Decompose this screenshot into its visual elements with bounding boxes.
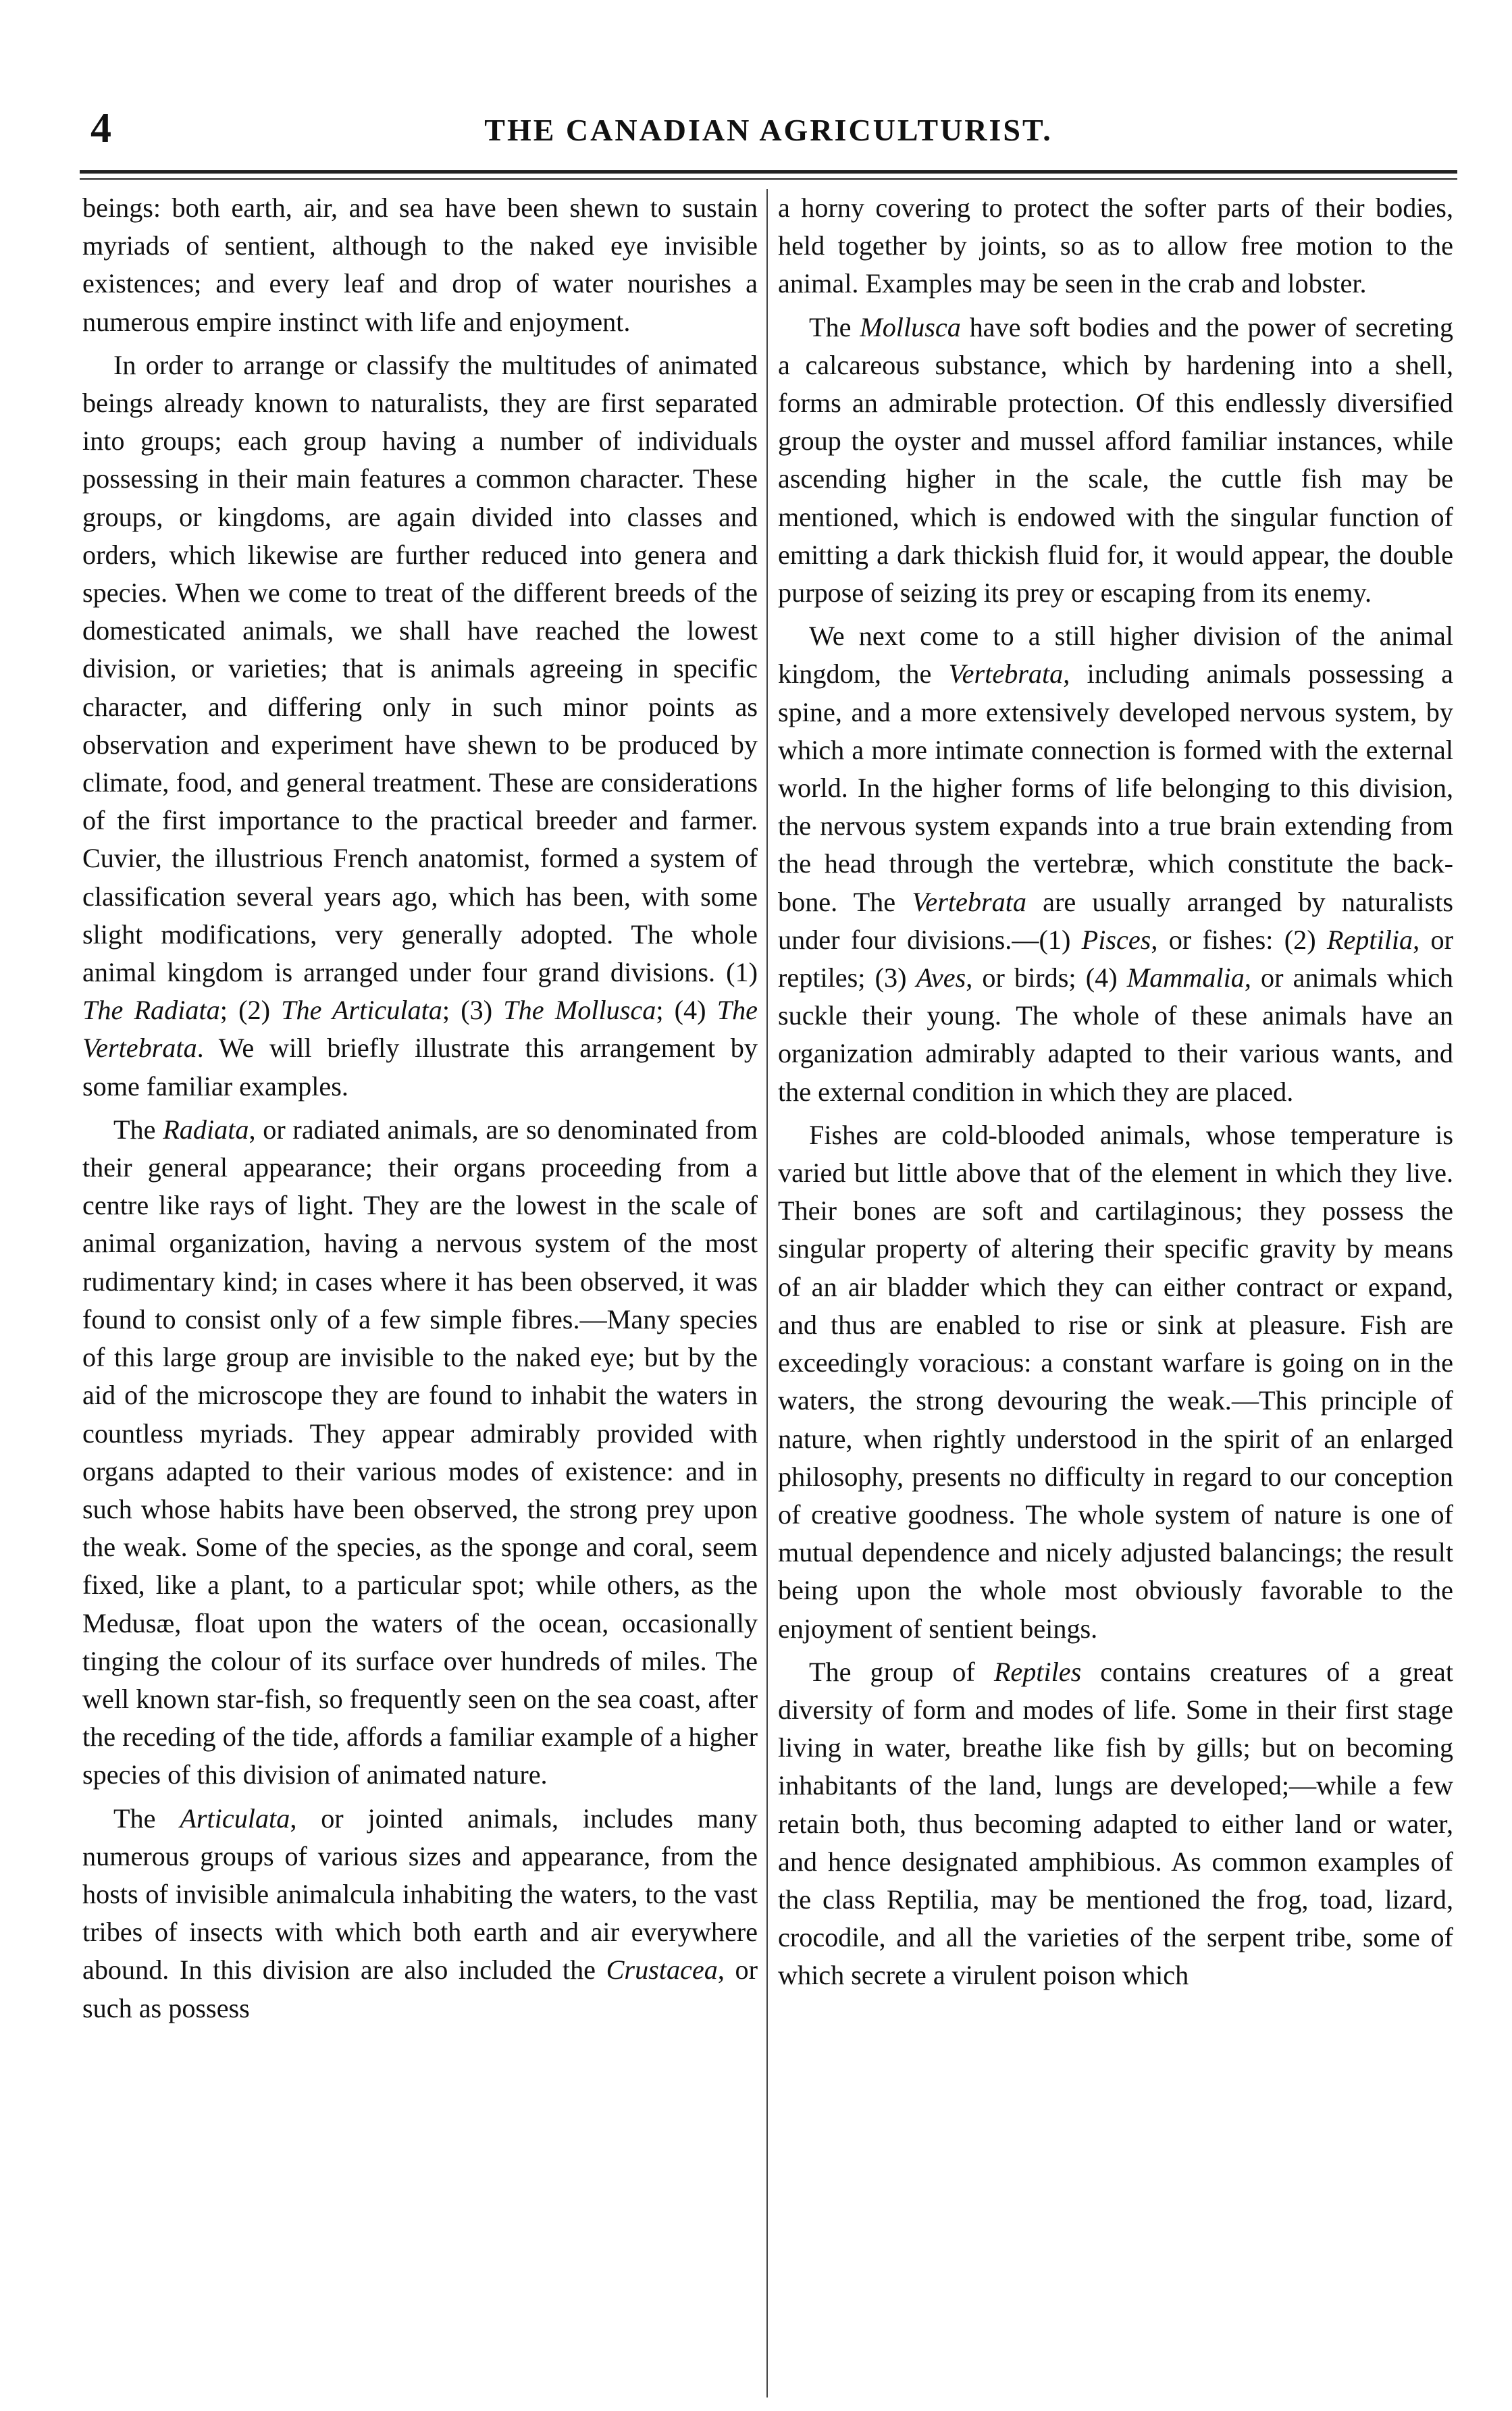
paragraph-beings	[82, 189, 758, 341]
paragraph-reptiles	[778, 1653, 1453, 1995]
left-column	[82, 189, 758, 2397]
paragraph-text: a horny covering to protect the softer parts of their bodies, held together by joints, so as to allow free motion to the animal. Examples may be seen in the crab and lobster.	[778, 192, 1453, 299]
paragraph-mollusca	[778, 309, 1453, 613]
italic-term: The Articulata	[281, 995, 442, 1026]
running-title: THE CANADIAN AGRICULTURIST.	[484, 113, 1053, 147]
paragraph-radiata	[82, 1111, 758, 1794]
page-header	[80, 101, 1457, 155]
paragraph-text: , or birds; (4)	[966, 962, 1127, 993]
paragraph-text: are usually arranged by naturalists under four divisions.—(1)	[778, 886, 1453, 955]
italic-term: Vertebrata	[948, 658, 1064, 690]
italic-term: The Radiata	[82, 995, 220, 1026]
paragraph-classification	[82, 346, 758, 1106]
italic-term: Radiata	[163, 1114, 249, 1145]
paragraph-text: . We will briefly illustrate this arrangement by some familiar examples.	[82, 1033, 758, 1101]
paragraph-text: The group of	[809, 1656, 994, 1687]
paragraph-text: , or such as possess	[82, 1954, 758, 2023]
paragraph-text: beings: both earth, air, and sea have been shewn to sustain myriads of sentient, although to the naked eye invisible existences; and every leaf and drop of water nourishes a numerous empire instinct with life and enjoyment.	[82, 192, 758, 337]
right-column	[778, 189, 1453, 2397]
paragraph-text: , including animals possessing a spine, and a more extensively developed nervous system, by which a more intimate connection is formed with the external world. In the higher forms of life belonging to this division, the nervous system expands into a true brain extending from the head through the vertebræ, which constitute the back-bone. The	[778, 658, 1453, 917]
paragraph-crustacea	[778, 189, 1453, 303]
italic-term: The Mollusca	[503, 995, 656, 1026]
italic-term: Pisces	[1081, 924, 1151, 955]
page-number: 4	[90, 105, 111, 151]
italic-term: Crustacea	[606, 1954, 718, 1986]
paragraph-text: We next come to a still higher division of the animal kingdom, the	[778, 621, 1453, 690]
paragraph-text: contains creatures of a great diversity of form and modes of life. Some in their first stage living in water, breathe like fish by gills; but on becoming inhabitants of the land, lungs are developed;—while a few retain both, thus becoming adapted to either land or water, and hence designated amphibious. As common examples of the class Reptilia, may be mentioned the frog, toad, lizard, crocodile, and all the varieties of the serpent tribe, some of which secrete a virulent poison which	[778, 1656, 1453, 1991]
italic-term: The Vertebrata	[82, 995, 758, 1064]
column-divider	[766, 189, 768, 2397]
paragraph-text: ; (3)	[442, 995, 504, 1026]
italic-term: Articulata	[180, 1803, 290, 1834]
paragraph-text: ; (4)	[656, 995, 717, 1026]
italic-term: Mammalia	[1126, 962, 1245, 993]
header-rule-thick	[80, 170, 1457, 174]
paragraph-text: Fishes are cold-blooded animals, whose temperature is varied but little above that of the element in which they live. Their bones are soft and cartilaginous; they possess the singular property of altering their specific gravity by means of an air bladder which they can either contract or expand, and thus are enabled to rise or sink at pleasure. Fish are exceedingly voracious: a constant warfare is going on in the waters, the strong devouring the weak.—This principle of nature, when rightly understood in the spirit of an enlarged philosophy, presents no difficulty in regard to our conception of creative goodness. The whole system of nature is one of mutual dependence and nicely adjusted balancings; the result being upon the whole most obviously favorable to the enjoyment of sentient beings.	[778, 1119, 1453, 1644]
paragraph-vertebrata	[778, 617, 1453, 1111]
header-rule-thin	[80, 178, 1457, 180]
paragraph-text: The	[113, 1114, 163, 1145]
paragraph-articulata	[82, 1800, 758, 2027]
italic-term: Reptilia	[1326, 924, 1413, 955]
italic-term: Reptiles	[993, 1656, 1082, 1687]
paragraph-text: , or fishes: (2)	[1151, 924, 1327, 955]
italic-term: Vertebrata	[912, 886, 1026, 917]
paragraph-text: The	[113, 1803, 180, 1834]
paragraph-text: , or jointed animals, includes many numerous groups of various sizes and appearance, from the hosts of invisible animalcula inhabiting the waters, to the vast tribes of insects with which both earth and air everywhere abound. In this division are also included the	[82, 1803, 758, 1986]
paragraph-text: have soft bodies and the power of secreting a calcareous substance, which by hardening into a shell, forms an admirable protection. Of this endlessly diversified group the oyster and mussel afford familiar instances, while ascending higher in the scale, the cuttle fish may be mentioned, which is endowed with the singular function of emitting a dark thickish fluid for, it would appear, the double purpose of seizing its prey or escaping from its enemy.	[778, 311, 1453, 608]
paragraph-text: In order to arrange or classify the multitudes of animated beings already known to naturalists, they are first separated into groups; each group having a number of individuals possessing in their main features a common character. These groups, or kingdoms, are again divided into classes and orders, which likewise are further reduced into genera and species. When we come to treat of the different breeds of the domesticated animals, we shall have reached the lowest division, or varieties; that is animals agreeing in specific character, and differing only in such minor points as observation and experiment have shewn to be produced by climate, food, and general treatment. These are considerations of the first importance to the practical breeder and farmer. Cuvier, the illustrious French anatomist, formed a system of classification several years ago, which has been, with some slight modifications, very generally adopted. The whole animal kingdom is arranged under four grand divisions. (1)	[82, 349, 758, 988]
paragraph-text: The	[809, 311, 860, 342]
paragraph-text: ; (2)	[219, 995, 282, 1026]
paragraph-text: , or animals which suckle their young. The whole of these animals have an organization admirably adapted to their various wants, and the external condition in which they are placed.	[778, 962, 1453, 1107]
italic-term: Mollusca	[860, 311, 961, 342]
paragraph-fishes	[778, 1116, 1453, 1648]
paragraph-text: , or reptiles; (3)	[778, 924, 1453, 993]
italic-term: Aves	[916, 962, 966, 993]
paragraph-text: , or radiated animals, are so denominated from their general appearance; their organs proceeding from a centre like rays of light. They are the lowest in the scale of animal organization, having a nervous system of the most rudimentary kind; in cases where it has been observed, it was found to consist only of a few simple fibres.—Many species of this large group are invisible to the naked eye; but by the aid of the microscope they are found to inhabit the waters in countless myriads. They appear admirably provided with organs adapted to their various modes of existence: and in such whose habits have been observed, the strong prey upon the weak. Some of the species, as the sponge and coral, seem fixed, like a plant, to a particular spot; while others, as the Medusæ, float upon the waters of the ocean, occasionally tinging the colour of its surface over hundreds of miles. The well known star-fish, so frequently seen on the sea coast, after the receding of the tide, affords a familiar example of a higher species of this division of animated nature.	[82, 1114, 758, 1790]
